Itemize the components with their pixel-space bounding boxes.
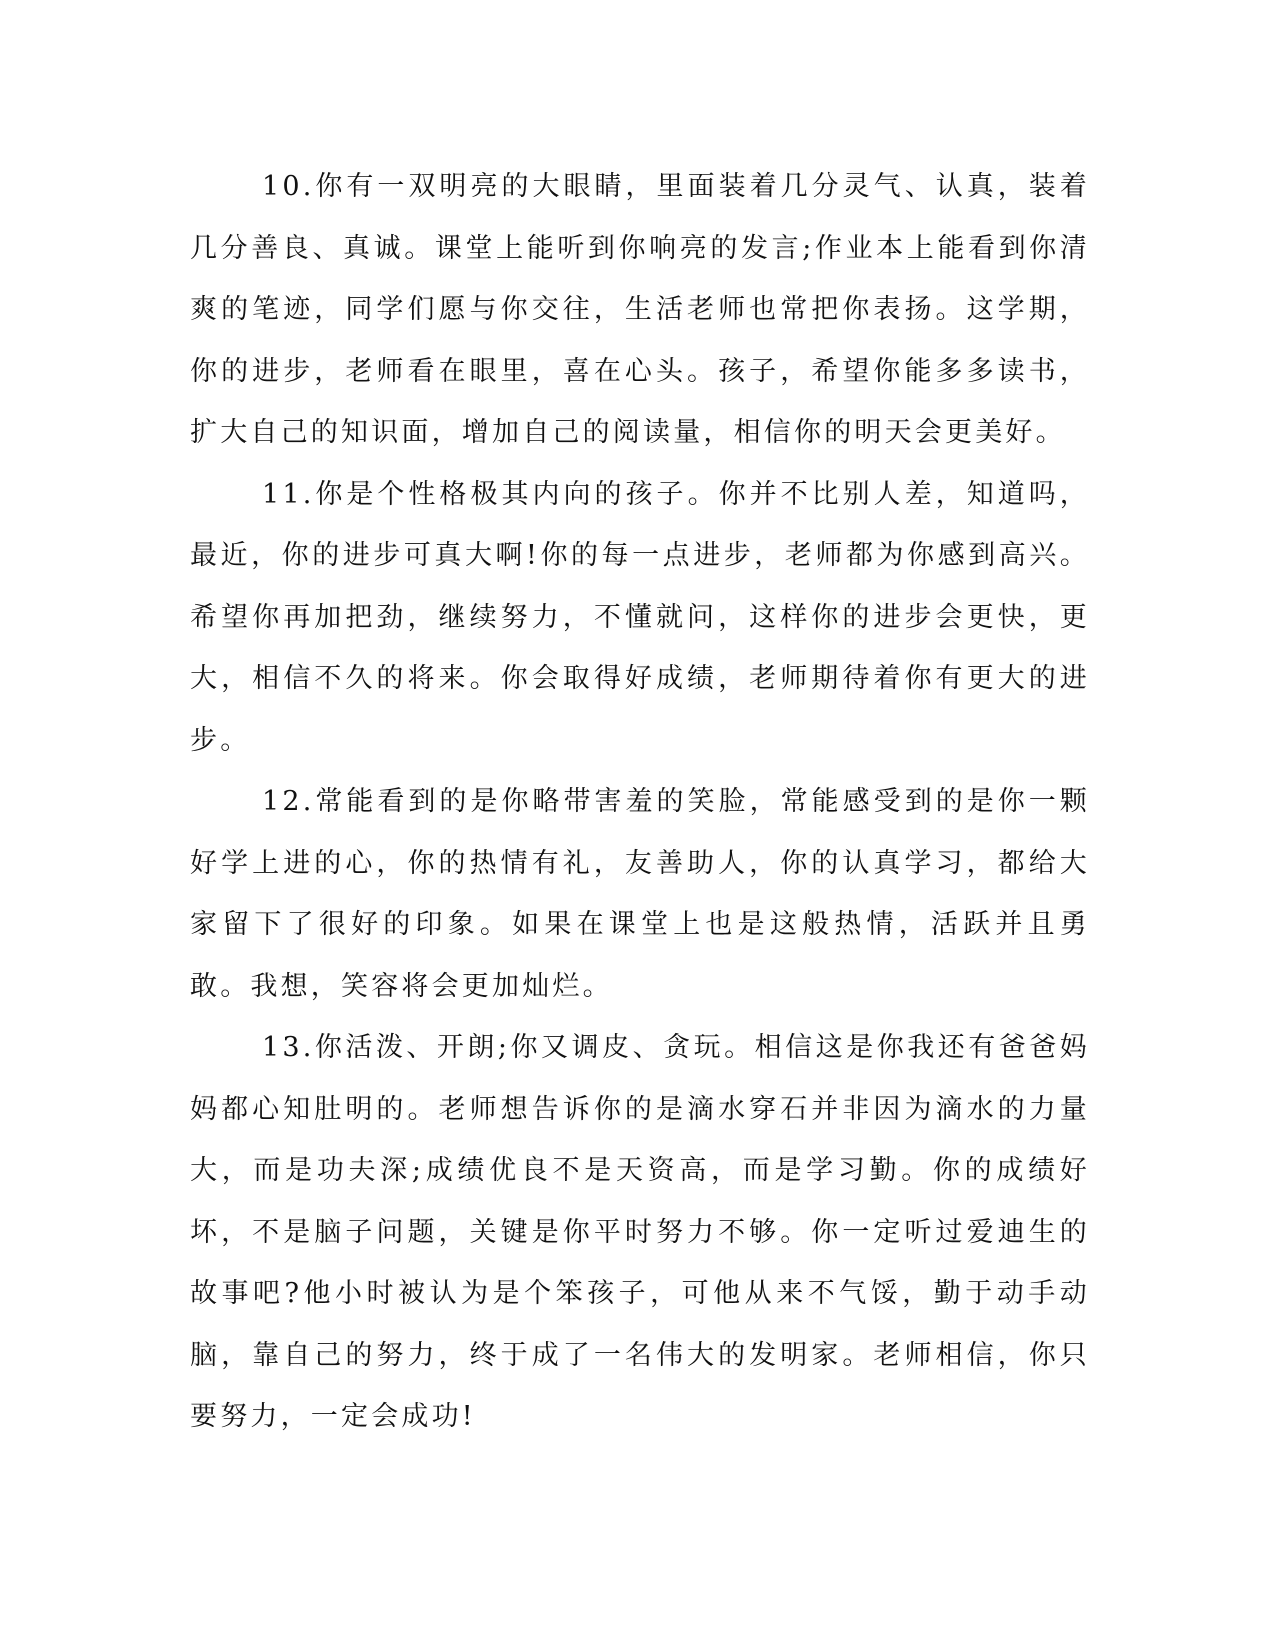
comment-paragraph-13: 13.你活泼、开朗;你又调皮、贪玩。相信这是你我还有爸爸妈妈都心知肚明的。老师想告诉你的是滴水穿石并非因为滴水的力量大，而是功夫深;成绩优良不是天资高，而是学习勤。你的成绩好坏，不是脑子问题，关键是你平时努力不够。你一定听过爱迪生的故事吧?他小时被认为是个笨孩子，可他从来不气馁，勤于动手动脑，靠自己的努力，终于成了一名伟大的发明家。老师相信，你只要努力，一定会成功! <box>190 1032 1090 1432</box>
comment-paragraph-10: 10.你有一双明亮的大眼睛，里面装着几分灵气、认真，装着几分善良、真诚。课堂上能听到你响亮的发言;作业本上能看到你清爽的笔迹，同学们愿与你交往，生活老师也常把你表扬。这学期，你的进步，老师看在眼里，喜在心头。孩子，希望你能多多读书，扩大自己的知识面，增加自己的阅读量，相信你的明天会更美好。 <box>190 171 1090 448</box>
comment-paragraph-11: 11.你是个性格极其内向的孩子。你并不比别人差，知道吗，最近，你的进步可真大啊!你的每一点进步，老师都为你感到高兴。希望你再加把劲，继续努力，不懂就问，这样你的进步会更快，更大，相信不久的将来。你会取得好成绩，老师期待着你有更大的进步。 <box>190 478 1090 756</box>
comment-paragraph-12: 12.常能看到的是你略带害羞的笑脸，常能感受到的是你一颗好学上进的心，你的热情有礼，友善助人，你的认真学习，都给大家留下了很好的印象。如果在课堂上也是这般热情，活跃并且勇敢。我想，笑容将会更加灿烂。 <box>190 786 1090 1002</box>
document-body <box>190 156 1090 1448</box>
